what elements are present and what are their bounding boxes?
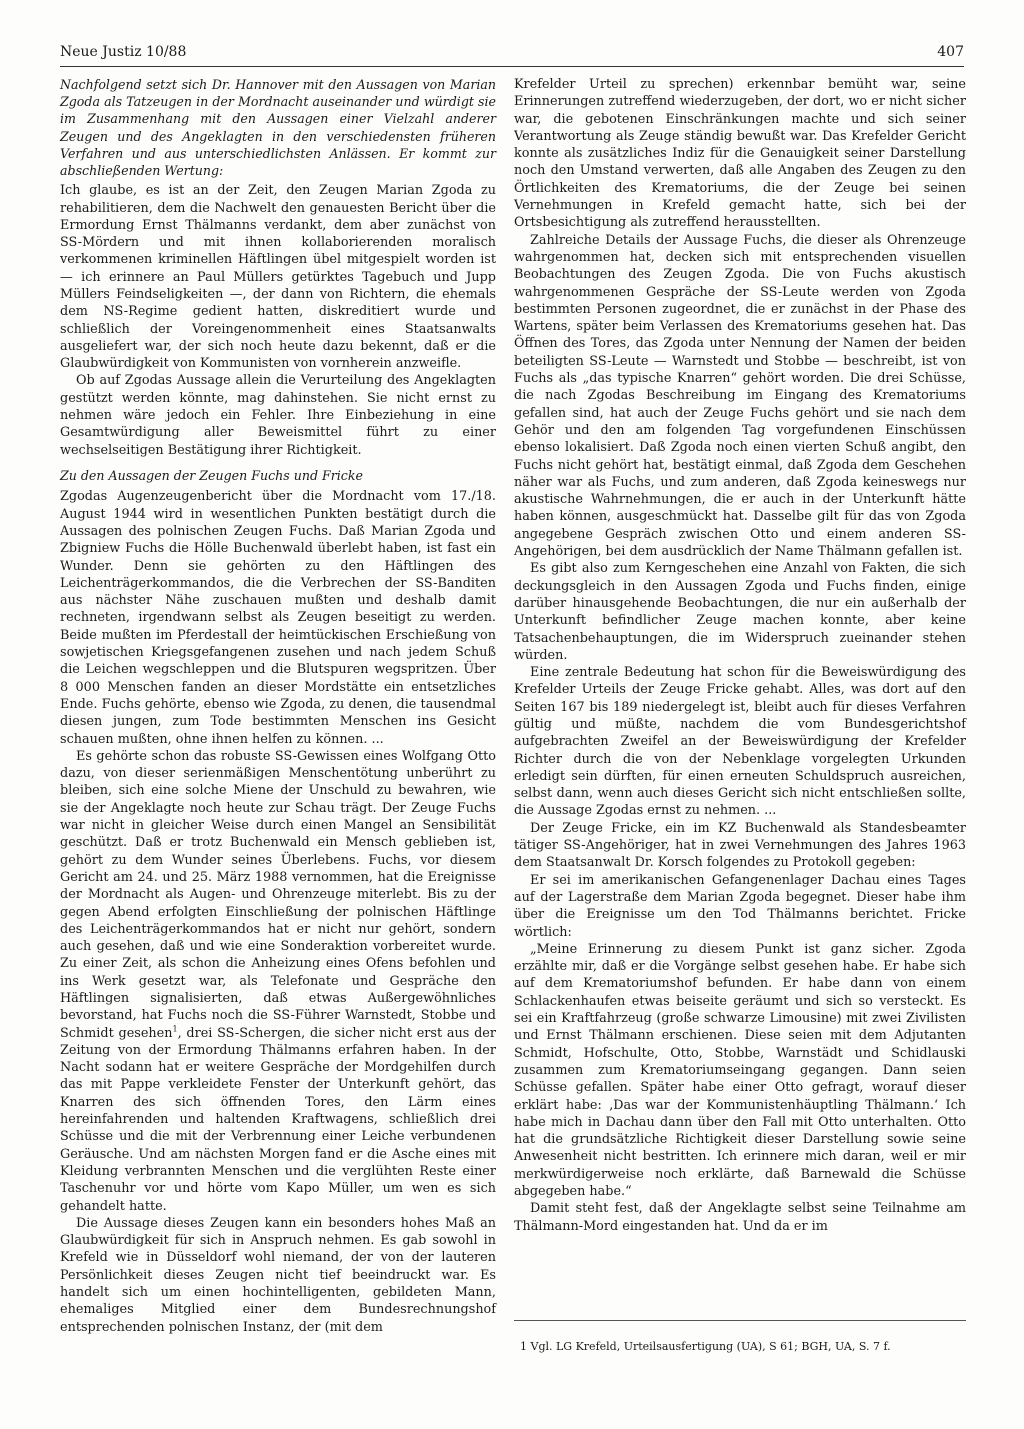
- paragraph: Krefelder Urteil zu sprechen) erkennbar bemüht war, seine Erinnerungen zutreffend wiederzugeben, der dort, wo er nicht sicher war, die gebotenen Einschränkungen machte und sich seiner Verantwortung als Zeuge ständig bewußt war. Das Krefelder Gericht konnte als zusätzliches Indiz für die Genauigkeit seiner Darstellung noch den Umstand verwerten, daß alle Angaben des Zeugen zu den Örtlichkeiten des Krematoriums, die der Zeuge bei seinen Vernehmungen in Krefeld gemacht hatte, sich bei der Ortsbesichtigung als zutreffend herausstellten.: [514, 77, 966, 231]
- header-rule: [60, 66, 964, 67]
- footnote-rule: [514, 1320, 966, 1321]
- journal-title: Neue Justiz 10/88: [60, 44, 187, 60]
- paragraph: Ich glaube, es ist an der Zeit, den Zeugen Marian Zgoda zu rehabilitieren, dem die Nachwelt den genauesten Bericht über die Ermordung Ernst Thälmanns verdankt, dem aber zunächst von SS-Mördern und mit ihnen kollaborierenden moralisch verkommenen kriminellen Häftlingen übel mitgespielt worden ist — ich erinnere an Paul Müllers getürktes Tagebuch und Jupp Müllers Feindseligkeiten —, der dann von Richtern, die ehemals dem NS-Regime gedient hatten, diskreditiert wurde und schließlich der Voreingenommenheit eines Staatsanwalts ausgeliefert war, der sich noch heute dazu bekennt, daß er die Glaubwürdigkeit von Kommunisten von vornherein anzweifle.: [60, 183, 496, 372]
- paragraph: Zahlreiche Details der Aussage Fuchs, die dieser als Ohrenzeuge wahrgenommen hat, decken sich mit entsprechenden visuellen Beobachtungen des Zeugen Zgoda. Die von Fuchs akustisch wahrgenommenen Gespräche der SS-Leute werden von Zgoda bestimmten Personen zugeordnet, die er zunächst in der Phase des Wartens, später beim Verlassen des Krematoriums gesehen hat. Das Öffnen des Tores, das Zgoda unter Nennung der Namen der beiden beteiligten SS-Leute — Warnstedt und Stobbe — beschreibt, ist von Fuchs als „das typische Knarren“ gehört worden. Die drei Schüsse, die nach Zgodas Beschreibung im Eingang des Krematoriums gefallen sind, hat auch der Zeuge Fuchs gehört und sie nach dem Gehör und den am folgenden Tag vorgefundenen Einschüssen ebenso lokalisiert. Daß Zgoda noch einen vierten Schuß angibt, den Fuchs nicht gehört hat, bestätigt einmal, daß Zgoda dem Geschehen näher war als Fuchs, und zum anderen, daß Zgoda keineswegs nur akustische Wahrnehmungen, die er auch in der Unterkunft hätte haben können, ausgeschmückt hat. Dasselbe gilt für das von Zgoda angegebene Gespräch zwischen Otto und einem anderen SS-Angehörigen, bei dem ausdrücklich der Name Thälmann gefallen ist.: [514, 232, 966, 560]
- footnote-marker: 1: [172, 1024, 178, 1034]
- quotation: „Meine Erinnerung zu diesem Punkt ist ganz sicher. Zgoda erzählte mir, daß er die Vorgänge selbst gesehen habe. Er habe sich auf dem Krematoriumshof befunden. Er habe dann von einem Schlackenhaufen etwas beiseite geräumt und sich so versteckt. Es sei ein Kraftfahrzeug (große schwarze Limousine) mit zwei Zivilisten und Ernst Thälmann erschienen. Diese seien mit dem Adjutanten Schmidt, Hofschulte, Otto, Stobbe, Warnstädt und Schidlauski zusammen zum Krematoriumseingang gegangen. Dann seien Schüsse gefallen. Später habe einer Otto gefragt, worauf dieser erklärt habe: ‚Das war der Kommunistenhäuptling Thälmann.‘ Ich habe mich in Dachau dann über den Fall mit Otto unterhalten. Otto hat die grundsätzliche Richtigkeit dieser Darstellung sowie seine Anwesenheit nicht bestritten. Ich erinnere mich daran, weil er mir merkwürdigerweise noch erklärte, daß Barnewald die Schüsse abgegeben habe.“: [514, 941, 966, 1199]
- paragraph: Eine zentrale Bedeutung hat schon für die Beweiswürdigung des Krefelder Urteils der Zeuge Fricke gehabt. Alles, was dort auf den Seiten 167 bis 189 niedergelegt ist, bleibt auch für dieses Verfahren gültig und müßte, nachdem die vom Bundesgerichtshof aufgebrachten Zweifel an der Beweiswürdigung der Krefelder Richter durch die von der Nebenklage vorgelegten Urkunden erledigt sein dürften, für einen erneuten Schuldspruch ausreichen, selbst dann, wenn auch dieses Gericht sich nicht entschließen sollte, die Aussage Zgodas ernst zu nehmen. ...: [514, 665, 966, 819]
- section-heading: Zu den Aussagen der Zeugen Fuchs und Fricke: [60, 467, 363, 483]
- paragraph: Damit steht fest, daß der Angeklagte selbst seine Teilnahme am Thälmann-Mord eingestanden hat. Und da er im: [514, 1201, 966, 1234]
- editorial-intro: Nachfolgend setzt sich Dr. Hannover mit den Aussagen von Marian Zgoda als Tatzeugen in der Mordnacht auseinander und würdigt sie im Zusammenhang mit den Aussagen einer Vielzahl anderer Zeugen und des Angeklagten in den verschiedensten früheren Verfahren und aus unterschiedlichsten Anlässen. Er kommt zur abschließenden Wertung:: [60, 77, 496, 179]
- paragraph: Die Aussage dieses Zeugen kann ein besonders hohes Maß an Glaubwürdigkeit für sich in Anspruch nehmen. Es gab sowohl in Krefeld wie in Düsseldorf wohl niemand, der von der lauteren Persönlichkeit dieses Zeugen nicht tief beeindruckt war. Es handelt sich um einen hochintelligenten, gebildeten Mann, ehemaliges Mitglied einer dem Bundesrechnungshof entsprechenden polnischen Instanz, der (mit dem: [60, 1215, 496, 1335]
- paragraph-text: Es gehörte schon das robuste SS-Gewissen eines Wolfgang Otto dazu, von dieser serienmäßigen Menschentötung unberührt zu bleiben, sich eine solche Miene der Unschuld zu bewahren, wie sie der Angeklagte noch heute zur Schau trägt. Der Zeuge Fuchs war nicht in gleicher Weise durch einen Mangel an Sensibilität geschützt. Daß er trotz Buchenwald ein Mensch geblieben ist, gehört zu dem Wunder seines Überlebens. Fuchs, vor diesem Gericht am 24. und 25. März 1988 vernommen, hat die Ereignisse der Mordnacht als Augen- und Ohrenzeuge miterlebt. Bis zu der gegen Abend erfolgten Einschließung der polnischen Häftlinge des Leichenträgerkommandos hat er nicht nur gehört, sondern auch gesehen, daß und wie eine Sonderaktion vorbereitet wurde. Zu einer Zeit, als schon die Anheizung eines Ofens befohlen und ins Werk gesetzt war, als Telefonate und Gespräche den Häftlingen signalisierten, daß etwas Außergewöhnliches bevorstand, hat Fuchs noch die SS-Führer Warnstedt, Stobbe und Schmidt gesehen: [60, 748, 496, 1041]
- paragraph: Der Zeuge Fricke, ein im KZ Buchenwald als Standesbeamter tätiger SS-Angehöriger, hat in zwei Vernehmungen des Jahres 1963 dem Staatsanwalt Dr. Korsch folgendes zu Protokoll gegeben:: [514, 820, 966, 871]
- paragraph: Ob auf Zgodas Aussage allein die Verurteilung des Angeklagten gestützt werden könnte, mag dahinstehen. Sie nicht ernst zu nehmen wäre jedoch ein Fehler. Ihre Einbeziehung in eine Gesamtwürdigung aller Beweismittel führt zu einer wechselseitigen Bestätigung ihrer Richtigkeit.: [60, 373, 496, 458]
- paragraph-text: , drei SS-Schergen, die sicher nicht erst aus der Zeitung von der Ermordung Thälmanns erfahren haben. In der Nacht sodann hat er weitere Gespräche der Mordgehilfen durch das mit Pappe verkleidete Fenster der Unterkunft gehört, das Knarren des sich öffnenden Tores, den Lärm eines hereinfahrenden und haltenden Kraftwagens, schließlich drei Schüsse und die mit der Verbrennung einer Leiche verbundenen Geräusche. Und am nächsten Morgen fand er die Asche eines mit Kleidung verbrannten Menschen und die verglühten Reste einer Taschenuhr vor und hörte vom Kapo Müller, um wen es sich gehandelt hatte.: [60, 1025, 496, 1214]
- paragraph: Zgodas Augenzeugenbericht über die Mordnacht vom 17./18. August 1944 wird in wesentlichen Punkten bestätigt durch die Aussagen des polnischen Zeugen Fuchs. Daß Marian Zgoda und Zbigniew Fuchs die Hölle Buchenwald überlebt haben, ist fast ein Wunder. Denn sie gehörten zu den Häftlingen des Leichenträgerkommandos, die die Verbrechen der SS-Banditen aus nächster Nähe zuschauen mußten und deshalb damit rechneten, irgendwann selbst als Zeugen beseitigt zu werden. Beide mußten im Pferdestall der heimtückischen Erschießung von sowjetischen Kriegsgefangenen zusehen und nach jedem Schuß die Leichen wegschleppen und die Blutspuren wegspritzen. Über 8 000 Menschen fanden an dieser Mordstätte ein entsetzliches Ende. Fuchs gehörte, ebenso wie Zgoda, zu denen, die tausendmal diesen jungen, zum Tode bestimmten Menschen ins Gesicht schauen mußten, ohne ihnen helfen zu können. ...: [60, 489, 496, 747]
- right-column: [514, 76, 966, 1235]
- running-header: [60, 44, 964, 60]
- footnote: 1 Vgl. LG Krefeld, Urteilsausfertigung (UA), S 61; BGH, UA, S. 7 f.: [520, 1340, 891, 1353]
- paragraph: Es gibt also zum Kerngeschehen eine Anzahl von Fakten, die sich deckungsgleich in den Aussagen Zgoda und Fuchs finden, einige darüber hinausgehende Beobachtungen, die nur ein außerhalb der Unterkunft befindlicher Zeuge machen konnte, aber keine Tatsachenbehauptungen, die im Widerspruch zueinander stehen würden.: [514, 561, 966, 663]
- paragraph: [60, 748, 496, 1215]
- left-column: [60, 76, 496, 1336]
- page-number: 407: [937, 44, 964, 60]
- paragraph: Er sei im amerikanischen Gefangenenlager Dachau eines Tages auf der Lagerstraße dem Marian Zgoda begegnet. Dieser habe ihm über die Ereignisse um den Tod Thälmanns berichtet. Fricke wörtlich:: [514, 872, 966, 940]
